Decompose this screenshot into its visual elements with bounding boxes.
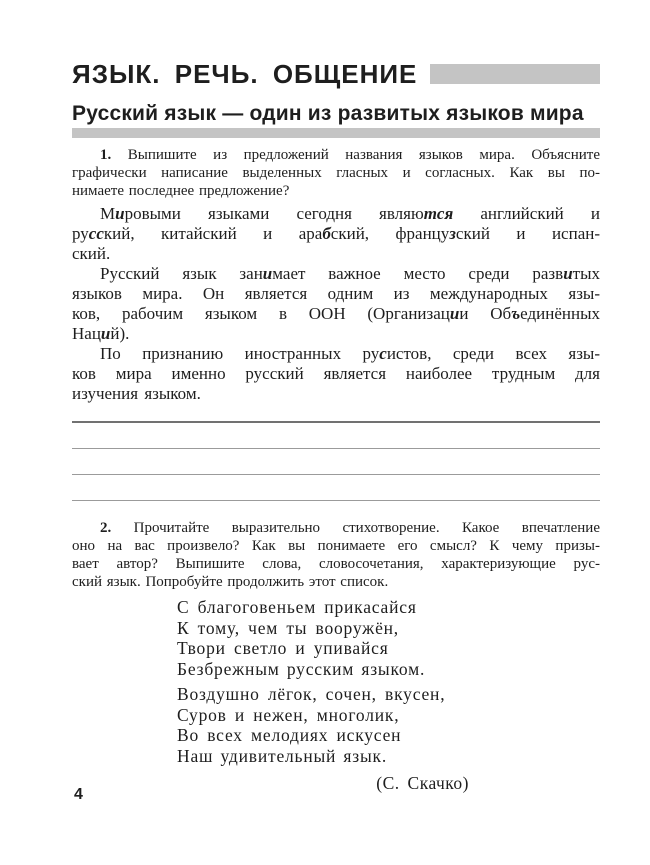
emphasized-letter: с <box>379 344 387 364</box>
text-run: Во всех мелодиях искусен <box>177 725 402 746</box>
emphasized-letter: и <box>115 204 125 224</box>
answer-line <box>72 448 600 449</box>
poem-stanza-1 <box>177 597 469 679</box>
emphasized-letter: и <box>449 304 460 324</box>
text-run: мает важное место среди разв <box>272 264 564 284</box>
text-line <box>177 705 469 726</box>
emphasized-letter: ъ <box>511 304 521 324</box>
text-run: кий, китайский и ара <box>103 224 323 244</box>
exercise-1-instruction <box>72 146 600 200</box>
emphasized-letter: з <box>449 224 456 244</box>
text-run: ков мира именно русский является наиболее трудным для <box>72 364 600 384</box>
text-line <box>177 684 469 705</box>
text-line <box>177 725 469 746</box>
text-run: По признанию иностранных ру <box>100 344 380 364</box>
text-run: ков, рабочим языком в ООН (Организац <box>72 304 450 324</box>
page-content <box>72 0 600 794</box>
text-run: 2. <box>100 520 112 537</box>
text-line <box>72 537 600 555</box>
text-run: Суров и нежен, многолик, <box>177 704 400 725</box>
text-run: тых <box>572 264 601 284</box>
text-run: Выпишите из предложений названия языков мира. Объясните <box>111 147 600 164</box>
text-line <box>72 224 600 244</box>
text-run: ский. <box>72 244 111 264</box>
text-line <box>72 364 600 384</box>
text-line <box>72 284 600 304</box>
answer-line <box>72 421 600 423</box>
answer-line <box>72 500 600 501</box>
text-line <box>72 555 600 573</box>
emphasized-letter: сс <box>88 224 104 244</box>
text-line <box>72 204 600 224</box>
text-line <box>72 164 600 182</box>
reading-passage <box>72 204 600 404</box>
emphasized-letter: тся <box>423 204 454 224</box>
text-line <box>72 384 600 404</box>
chapter-header <box>72 60 600 88</box>
text-line <box>72 146 600 164</box>
answer-writing-lines <box>72 421 600 501</box>
text-run: Наш удивительный язык. <box>177 745 387 766</box>
text-line <box>72 304 600 324</box>
text-run: изучения языком. <box>72 384 201 404</box>
text-run: единённых <box>520 304 600 324</box>
emphasized-letter: и <box>100 324 111 344</box>
text-line <box>72 264 600 284</box>
text-run: М <box>100 204 116 224</box>
text-run: Твори светло и упивайся <box>177 638 389 659</box>
text-line <box>177 618 469 639</box>
chapter-title: ЯЗЫК. РЕЧЬ. ОБЩЕНИЕ <box>72 59 418 89</box>
text-line <box>72 519 600 537</box>
emphasized-letter: и <box>563 264 573 284</box>
text-line <box>72 344 600 364</box>
text-run: ру <box>72 224 89 244</box>
chapter-title-bar <box>430 64 600 84</box>
passage-paragraph-1 <box>72 204 600 264</box>
text-run: языков мира. Он является одним из международных язы- <box>72 284 600 304</box>
text-line <box>72 182 600 200</box>
text-run: 1. <box>100 147 112 164</box>
text-run: ский и испан- <box>455 224 600 244</box>
text-line <box>177 659 469 680</box>
text-run: й). <box>110 324 130 344</box>
text-run: Безбрежным русским языком. <box>177 658 426 679</box>
passage-paragraph-2 <box>72 264 600 344</box>
text-run: и Об <box>459 304 512 324</box>
text-run: Нац <box>72 324 101 344</box>
text-run: ский язык. Попробуйте продолжить этот список. <box>72 574 389 591</box>
poem-stanza-2 <box>177 684 469 766</box>
text-line <box>177 597 469 618</box>
section-subtitle: Русский язык — один из развитых языков мира <box>72 102 584 125</box>
page-number: 4 <box>74 786 83 803</box>
text-run: Воздушно лёгок, сочен, вкусен, <box>177 684 446 705</box>
answer-line <box>72 474 600 475</box>
text-line <box>72 324 600 344</box>
text-line <box>177 746 469 767</box>
text-run: ровыми языками сегодня являю <box>124 204 424 224</box>
text-line <box>177 638 469 659</box>
poem <box>177 597 469 794</box>
text-run: оно на вас произвело? Как вы понимаете его смысл? К чему призы- <box>72 538 600 555</box>
text-run: С благоговеньем прикасайся <box>177 597 417 618</box>
text-run: графически написание выделенных гласных и согласных. Как вы по- <box>72 165 600 182</box>
emphasized-letter: и <box>262 264 273 284</box>
exercise-2-instruction <box>72 519 600 591</box>
emphasized-letter: б <box>322 224 331 244</box>
text-run: нимаете последнее предложение? <box>72 183 290 200</box>
text-line <box>72 573 600 591</box>
text-run: английский и <box>453 204 600 224</box>
poem-attribution: (С. Скачко) <box>376 773 469 794</box>
text-run: Прочитайте выразительно стихотворение. Какое впечатление <box>111 520 600 537</box>
section-subtitle-bar <box>72 128 600 138</box>
text-run: истов, среди всех язы- <box>386 344 600 364</box>
text-run: вает автор? Выпишите слова, словосочетания, характеризующие рус- <box>72 556 600 573</box>
text-run: ский, францу <box>330 224 450 244</box>
text-run: К тому, чем ты вооружён, <box>177 617 399 638</box>
passage-paragraph-3 <box>72 344 600 404</box>
text-line <box>72 244 600 264</box>
text-run: Русский язык зан <box>100 264 263 284</box>
